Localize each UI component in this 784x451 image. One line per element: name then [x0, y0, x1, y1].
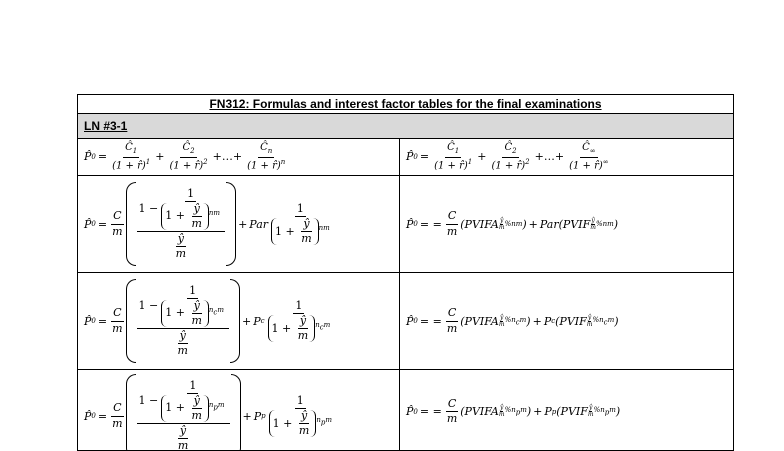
formula-sheet: [77, 94, 734, 451]
formula-coupon-bond-par-factors: P̂ 0 = = $\frac{C}{m}$ (PVIFA ŷ m %nm ) + Par (PVIF ŷ m %nm ): [406, 209, 619, 238]
formula-callable-bond: P̂ 0 = $\frac{C}{m}$ 1 − 1 1 + $\frac{ŷ}{m}$ $^{n_cm}$ $\frac{ŷ}{m}$ + P c 1 1 + $\frac{ŷ}{m}$ $^{n_cm}$: [78, 273, 400, 369]
section-heading: LN #3-1: [78, 114, 733, 139]
formula-row-4: [78, 370, 733, 450]
formula-putable-bond-factors: P̂ 0 = = $\frac{C}{m}$ (PVIFA ŷ m $\%n_pm$ ) + P p (PVIF ŷ m $\%n_pm$ ): [406, 397, 621, 426]
formula-bond-price-finite: P̂ 0 = $\frac{Ĉ_1}{(1 + r̂)^1}$ + $\frac{Ĉ_2}{(1 + r̂)^2}$ +…+ $\frac{Ĉ_n}{(1 + r̂)^n}$: [78, 139, 400, 175]
formula-callable-bond-factors: P̂ 0 = = $\frac{C}{m}$ (PVIFA ŷ m $\%n_cm$ ) + P c (PVIF ŷ m $\%n_cm$ ): [406, 306, 619, 335]
formula-putable-bond: P̂ 0 = $\frac{C}{m}$ 1 − 1 1 + $\frac{ŷ}{m}$ $^{n_pm}$ $\frac{ŷ}{m}$ + P p 1 1 + $\frac{ŷ}{m}$ $^{n_pm}$: [78, 370, 400, 450]
formula-bond-price-perpetual: P̂ 0 = $\frac{Ĉ_1}{(1 + r̂)^1}$ + $\frac{Ĉ_2}{(1 + r̂)^2}$ +…+ $\frac{Ĉ_\infty}{(1 + r̂)^\infty}$: [406, 142, 609, 172]
document-title: FN312: Formulas and interest factor tables for the final examinations: [78, 95, 733, 114]
formula-coupon-bond-par: P̂ 0 = $\frac{C}{m}$ 1 − 1 1 + $\frac{ŷ}{m}$ $^{nm}$ $\frac{ŷ}{m}$ + Par 1 1 + $\frac{ŷ}{m}$ $^{nm}$: [78, 176, 400, 272]
formula-row-1: [78, 139, 733, 176]
formula-row-3: [78, 273, 733, 370]
formula-row-2: [78, 176, 733, 273]
